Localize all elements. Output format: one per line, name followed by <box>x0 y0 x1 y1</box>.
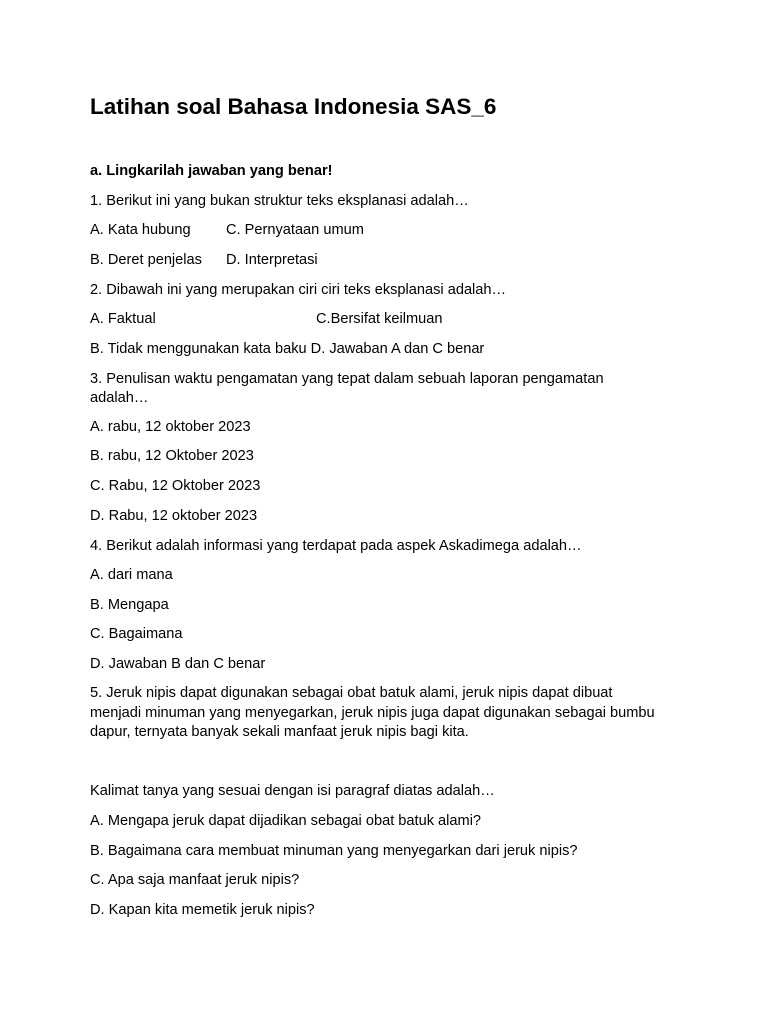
q5-paragraph-line-2: menjadi minuman yang menyegarkan, jeruk nipis juga dapat digunakan sebagai bumbu <box>90 705 655 721</box>
q5-option-c[interactable]: C. Apa saja manfaat jeruk nipis? <box>90 872 300 888</box>
q3-option-b[interactable]: B. rabu, 12 Oktober 2023 <box>90 448 254 464</box>
q5-paragraph-line-1: 5. Jeruk nipis dapat digunakan sebagai obat batuk alami, jeruk nipis dapat dibuat <box>90 685 613 701</box>
q2-option-c[interactable]: C.Bersifat keilmuan <box>316 311 443 327</box>
q2-option-row-1 <box>90 310 443 329</box>
q4-option-b[interactable]: B. Mengapa <box>90 597 169 613</box>
q1-option-a[interactable]: A. Kata hubung <box>90 222 191 238</box>
q3-option-d[interactable]: D. Rabu, 12 oktober 2023 <box>90 508 258 524</box>
q1-option-row-2 <box>90 251 318 270</box>
q3-question-line-2: adalah… <box>90 390 149 406</box>
q1-option-d[interactable]: D. Interpretasi <box>226 252 318 268</box>
instruction-text: a. Lingkarilah jawaban yang benar! <box>90 163 333 179</box>
q1-question: 1. Berikut ini yang bukan struktur teks eksplanasi adalah… <box>90 193 469 209</box>
q3-option-a[interactable]: A. rabu, 12 oktober 2023 <box>90 419 251 435</box>
q5-option-a[interactable]: A. Mengapa jeruk dapat dijadikan sebagai obat batuk alami? <box>90 813 482 829</box>
q2-option-row-2[interactable]: B. Tidak menggunakan kata baku D. Jawaban A dan C benar <box>90 341 485 357</box>
q4-question: 4. Berikut adalah informasi yang terdapat pada aspek Askadimega adalah… <box>90 538 582 554</box>
q5-option-d[interactable]: D. Kapan kita memetik jeruk nipis? <box>90 902 315 918</box>
q1-option-row-1 <box>90 221 364 240</box>
q4-option-d[interactable]: D. Jawaban B dan C benar <box>90 656 266 672</box>
page-title: Latihan soal Bahasa Indonesia SAS_6 <box>90 94 497 119</box>
q4-option-c[interactable]: C. Bagaimana <box>90 626 183 642</box>
q3-option-c[interactable]: C. Rabu, 12 Oktober 2023 <box>90 478 261 494</box>
q4-option-a[interactable]: A. dari mana <box>90 567 173 583</box>
q2-question: 2. Dibawah ini yang merupakan ciri ciri teks eksplanasi adalah… <box>90 282 507 298</box>
q3-question-line-1: 3. Penulisan waktu pengamatan yang tepat dalam sebuah laporan pengamatan <box>90 371 604 387</box>
q5-option-b[interactable]: B. Bagaimana cara membuat minuman yang menyegarkan dari jeruk nipis? <box>90 843 578 859</box>
q2-option-a[interactable]: A. Faktual <box>90 311 156 327</box>
q5-question: Kalimat tanya yang sesuai dengan isi paragraf diatas adalah… <box>90 783 495 799</box>
q1-option-b[interactable]: B. Deret penjelas <box>90 252 202 268</box>
q5-paragraph-line-3: dapur, ternyata banyak sekali manfaat jeruk nipis bagi kita. <box>90 724 469 740</box>
q1-option-c[interactable]: C. Pernyataan umum <box>226 222 364 238</box>
